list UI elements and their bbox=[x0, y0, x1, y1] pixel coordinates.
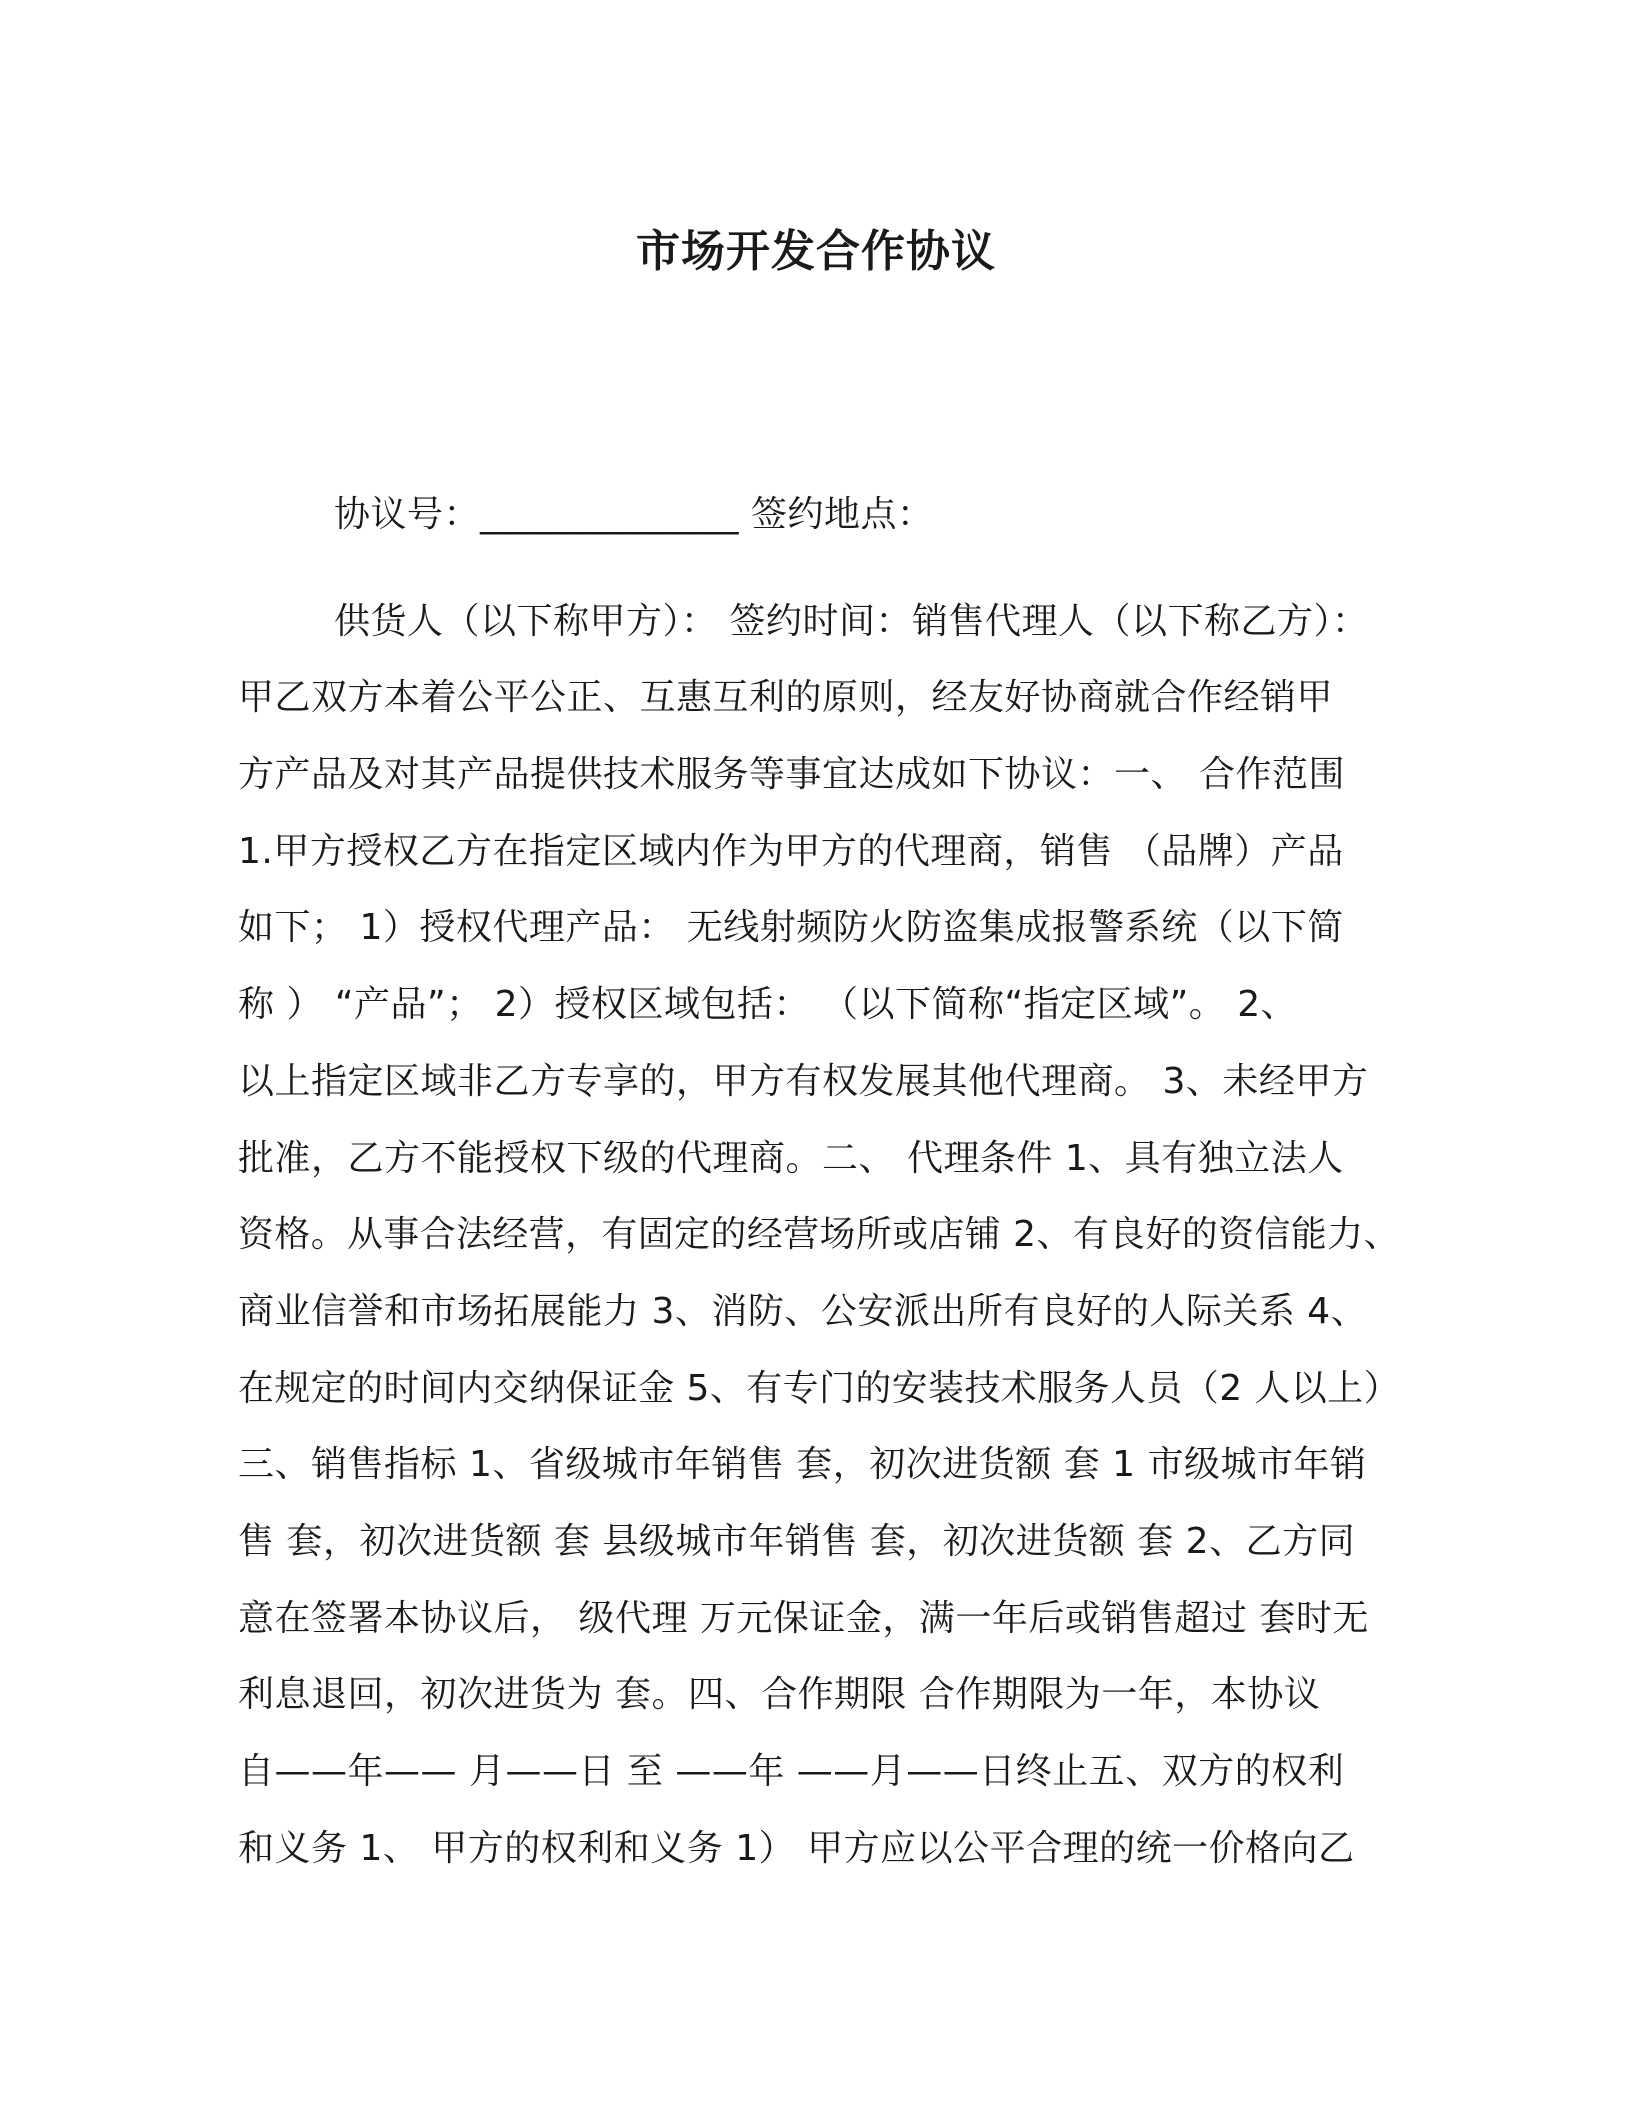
body-text-line: 在规定的时间内交纳保证金 5、有专门的安装技术服务人员（2 人以上） bbox=[238, 1368, 1400, 1409]
body-text-line: 以上指定区域非乙方专享的，甲方有权发展其他代理商。 3、未经甲方 bbox=[238, 1061, 1369, 1102]
body-text-line: 自——年—— 月——日 至 ——年 ——月——日终止五、双方的权利 bbox=[238, 1751, 1345, 1792]
body-text-line: 利息退回，初次进货为 套。四、合作期限 合作期限为一年，本协议 bbox=[238, 1674, 1321, 1715]
body-text-line: 商业信誉和市场拓展能力 3、消防、公安派出所有良好的人际关系 4、 bbox=[238, 1291, 1368, 1332]
body-text-line: 甲乙双方本着公平公正、互惠互利的原则，经友好协商就合作经销甲 bbox=[238, 677, 1334, 718]
body-text-line: 如下； 1）授权代理产品： 无线射频防火防盗集成报警系统（以下简 bbox=[238, 907, 1344, 948]
document-title: 市场开发合作协议 bbox=[636, 226, 996, 277]
body-text-line: 售 套，初次进货额 套 县级城市年销售 套，初次进货额 套 2、乙方同 bbox=[238, 1521, 1356, 1562]
agreement-number-line: 协议号：______________ 签约地点： bbox=[334, 494, 934, 535]
party-info-line: 供货人（以下称甲方）： 签约时间：销售代理人（以下称乙方）： bbox=[334, 601, 1369, 642]
body-text-line: 1.甲方授权乙方在指定区域内作为甲方的代理商，销售 （品牌）产品 bbox=[238, 831, 1344, 872]
body-text-line: 方产品及对其产品提供技术服务等事宜达成如下协议：一、 合作范围 bbox=[238, 754, 1345, 795]
body-text-line: 批准，乙方不能授权下级的代理商。二、 代理条件 1、具有独立法人 bbox=[238, 1138, 1344, 1179]
body-text-line: 资格。从事合法经营，有固定的经营场所或店铺 2、有良好的资信能力、 bbox=[238, 1214, 1400, 1255]
body-text-line: 称 ） “产品”； 2）授权区域包括： （以下简称“指定区域”。 2、 bbox=[238, 984, 1298, 1025]
body-text-line: 和义务 1、 甲方的权利和义务 1） 甲方应以公平合理的统一价格向乙 bbox=[238, 1828, 1355, 1869]
body-text-line: 三、销售指标 1、省级城市年销售 套，初次进货额 套 1 市级城市年销 bbox=[238, 1444, 1367, 1485]
body-text-line: 意在签署本协议后， 级代理 万元保证金，满一年后或销售超过 套时无 bbox=[238, 1598, 1369, 1639]
